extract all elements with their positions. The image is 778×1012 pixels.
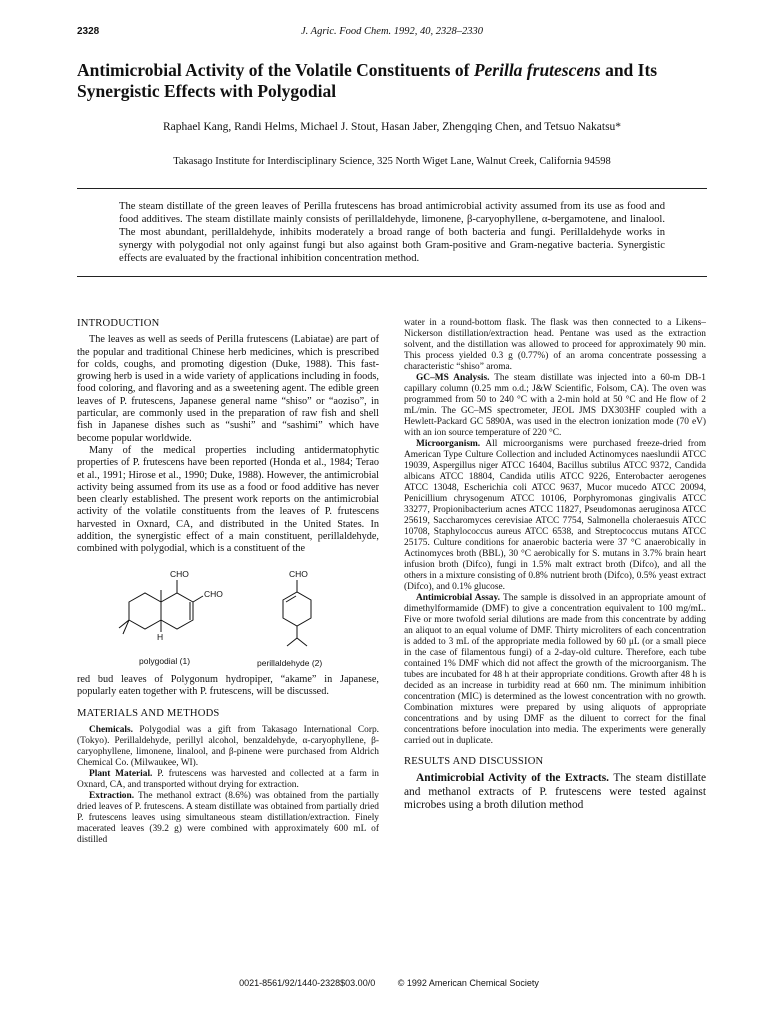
extraction-continued: water in a round-bottom flask. The flask was then connected to a Likens–Nickerson distillation/extraction head. Pentane was used as the extraction solvent, and the distillation was allowed to proceed for approximately 90 min. This process yielded 0.3 g (0.77%) of an aroma concentrate possessing a characteristic “shiso” aroma. <box>404 318 706 372</box>
abstract: The steam distillate of the green leaves of Perilla frutescens has broad antimicrobial activity assumed from its use as food and food additives. The steam distillate mainly consists of perillaldehyde, limonene, β-caryophyllene, α-bergamotene, and linalool. The most abundant, perillaldehyde, inhibits moderately a broad range of both bacteria and fungi. Perillaldehyde works in synergy with polygodial not only against fungi but also against both Gram-positive and Gram-negative bacteria. Synergistic effects are evaluated by the fractional inhibition concentration method. <box>119 201 665 265</box>
microorganism-paragraph <box>404 439 706 593</box>
polygodial-cho-label-1: CHO <box>170 568 189 579</box>
right-column <box>404 318 706 813</box>
results-paragraph <box>404 772 706 813</box>
gcms-label: GC–MS Analysis. <box>416 373 490 383</box>
perillaldehyde-caption: perillaldehyde (2) <box>257 657 323 668</box>
plant-material-paragraph <box>77 769 379 791</box>
chemical-structures-figure <box>77 560 379 668</box>
polygodial-cho-bond-2 <box>193 596 203 602</box>
section-heading-introduction: INTRODUCTION <box>77 318 160 329</box>
intro-paragraph-2: Many of the medical properties including antidermatophytic properties of P. frutescens have been reported (Honda et al., 1984; Terao et al., 1991; Hirose et al., 1990; Duke, 1988). However, the antimicrobial activity being assumed from its use as a food or food additive has never been clearly established. The present work reports on the antimicrobial activity of the volatile constituents from the leaves of P. frutescens harvested in Oxnard, CA, and distributed in the United States. In addition, the synergistic effect of a main constituent, perillaldehyde, combined with polygodial, which is a constituent of the <box>77 444 379 555</box>
page-footer <box>0 978 778 988</box>
gcms-paragraph <box>404 373 706 439</box>
plant-material-text: P. frutescens was harvested and collected at a farm in Oxnard, CA, and transported without drying for extraction. <box>77 768 379 790</box>
perillaldehyde-vinyl-1 <box>287 638 297 646</box>
polygodial-h-label: H <box>157 631 164 642</box>
chemicals-label: Chemicals. <box>89 724 134 735</box>
running-header <box>77 26 707 40</box>
extraction-label: Extraction. <box>89 790 135 801</box>
microorganism-text: All microorganisms were purchased freeze-dried from American Type Culture Collection and included Actinomyces naeslundii ATCC 19039, Aspergillus niger ATCC 16404, Bacillus subtilus ATCC 9372, Candida albicans ATCC 18804, Candida utilis ATCC 9226, Enterobacter aerogenes ATCC 13048, Escherichia coli ATCC 9637, Mucor mucedo ATCC 20094, Penicillium chrysogenum ATCC 10106, Porphyromonas gingivalis ATCC 33277, Propionibacterium acnes ATCC 11827, Pseudomonas aeruginosa ATCC 25619, Saccharomyces cerevisiae ATCC 7754, Salmonella choleraesuis ATCC 10708, Staphylococcus aureus ATCC 6538, and Streptococcus mutans ATCC 25175. Culture conditions for anaerobic bacteria were 37 °C anaerobically in Actinomyces broth (BBL), 30 °C aerobically for S. mutans in 3.7% brain heart infusion broth (Difco), fungi in 1.5% malt extract broth (Difco), and all the others in a mixture consisting of 0.8% nutrient broth (Difco), 0.5% yeast extract (Difco), and 0.1% glucose. <box>404 439 706 592</box>
copyright-notice: © 1992 American Chemical Society <box>397 978 539 988</box>
chemicals-text: Polygodial was a gift from Takasago International Corp. (Tokyo). Perillaldehyde, perillyl alcohol, benzaldehyde, α-caryophyllene, β-caryophyllene, limonene, linalool, and β-pinene were purchased from Aldrich Chemical Co. (Milwaukee, WI). <box>77 724 379 768</box>
results-label: Antimicrobial Activity of the Extracts. <box>416 772 609 785</box>
affiliation: Takasago Institute for Interdisciplinary Science, 325 North Wiget Lane, Walnut Creek, California 94598 <box>173 156 611 167</box>
polygodial-caption: polygodial (1) <box>139 655 191 666</box>
abstract-box <box>77 188 707 277</box>
left-column <box>77 318 379 846</box>
polygodial-ring-b <box>161 593 193 629</box>
polygodial-ring-a <box>129 593 161 629</box>
perillaldehyde-cho-label: CHO <box>289 568 308 579</box>
section-heading-results-discussion: RESULTS AND DISCUSSION <box>404 756 544 767</box>
assay-text: The sample is dissolved in an appropriate amount of dimethylformamide (DMF) to give a concentration equivalent to 100 mg/mL. Five or more twofold serial dilutions are made from this concentrate by adding an aliquot to an equal volume of DMF. Thirty microliters of each concentration is added to 3 mL of the appropriate media followed by 60 μL (or a small piece in the case of filamentous fungi) of a 2-day-old culture. Therefore, each tube contained 1% DMF which did not affect the growth of the microorganism. The tubes are incubated for 48 h at their appropriate conditions. Growth after 48 h is decided as an increase in turbidity read at 660 nm. The minimum inhibition concentration (MIC) is determined as the lowest concentration with no growth. Combination mixtures were prepared by using aliquots of appropriate concentrations and by using DMF as the diluent to correct for the final concentrations before inoculation into media. The experiments were generally carried out in duplicate. <box>404 593 707 746</box>
assay-paragraph <box>404 593 706 747</box>
section-heading-materials-methods: MATERIALS AND METHODS <box>77 708 220 720</box>
gcms-text: The steam distillate was injected into a 60-m DB-1 capillary column (0.25 mm o.d.; J&W Scientific, Folsom, CA). The oven was programmed from 50 to 240 °C with a 2-min hold at 50 °C and He flow of 2 mL/min. The GC–MS spectrometer, JEOL JMS DX303HF coupled with a Hewlett-Packard GC 5890A, was used in the electron ionization mode (70 eV) with an ion source temperature of 220 °C. <box>404 373 706 438</box>
doi-code: 0021-8561/92/1440-2328$03.00/0 <box>239 978 376 988</box>
title-species: Perilla frutescens <box>473 60 601 80</box>
extraction-text: The methanol extract (8.6%) was obtained from the partially dried leaves of P. frutescens. A steam distillate was obtained from partially dried P. frutescens leaves using simultaneous steam distillation/extraction. Finely macerated leaves (39.2 g) were combined with approximately 600 mL of distilled <box>77 790 379 845</box>
title-text-end: and Its Synergistic Effects with Polygodial <box>77 60 658 101</box>
structures-drawing <box>77 560 379 668</box>
intro-paragraph-3: red bud leaves of Polygonum hydropiper, “akame” in Japanese, popularly eaten together with P. frutescens, will be discussed. <box>77 673 379 697</box>
intro-paragraph-1: The leaves as well as seeds of Perilla frutescens (Labiatae) are part of the popular and traditional Chinese herb medicines, which is prescribed for colds, coughs, and promoting digestion (Duke, 1988). This fast-growing herb is used in a wide variety of applications including in foods, food coloring, and flavoring and as a sweetening agent. The edible green leaves of P. frutescens, Japanese general name “shiso” or “aoziso”, in particular, are commonly used in the preparation of raw fish and shell fish in Japanese dishes such as “sushi” and “sashimi” which have become popular worldwide. <box>77 334 379 444</box>
page-number: 2328 <box>77 26 100 37</box>
abstract-bottom-rule <box>77 276 707 277</box>
perillaldehyde-ring <box>283 592 311 626</box>
results-text: The steam distillate and methanol extracts of P. frutescens were tested against microbes using a broth dilution method <box>404 772 706 812</box>
plant-material-label: Plant Material. <box>89 768 153 779</box>
author-list: Raphael Kang, Randi Helms, Michael J. Stout, Hasan Jaber, Zhengqing Chen, and Tetsuo Nakatsu* <box>162 121 622 133</box>
assay-label: Antimicrobial Assay. <box>416 593 501 603</box>
polygodial-cho-label-2: CHO <box>204 588 223 599</box>
chemicals-paragraph <box>77 725 379 769</box>
title-text: Antimicrobial Activity of the Volatile Constituents of <box>77 60 474 80</box>
microorganism-label: Microorganism. <box>416 439 481 449</box>
article-title <box>77 60 707 102</box>
journal-citation: J. Agric. Food Chem. 1992, 40, 2328–2330 <box>300 26 484 37</box>
extraction-paragraph <box>77 791 379 846</box>
perillaldehyde-vinyl-2 <box>297 638 307 646</box>
